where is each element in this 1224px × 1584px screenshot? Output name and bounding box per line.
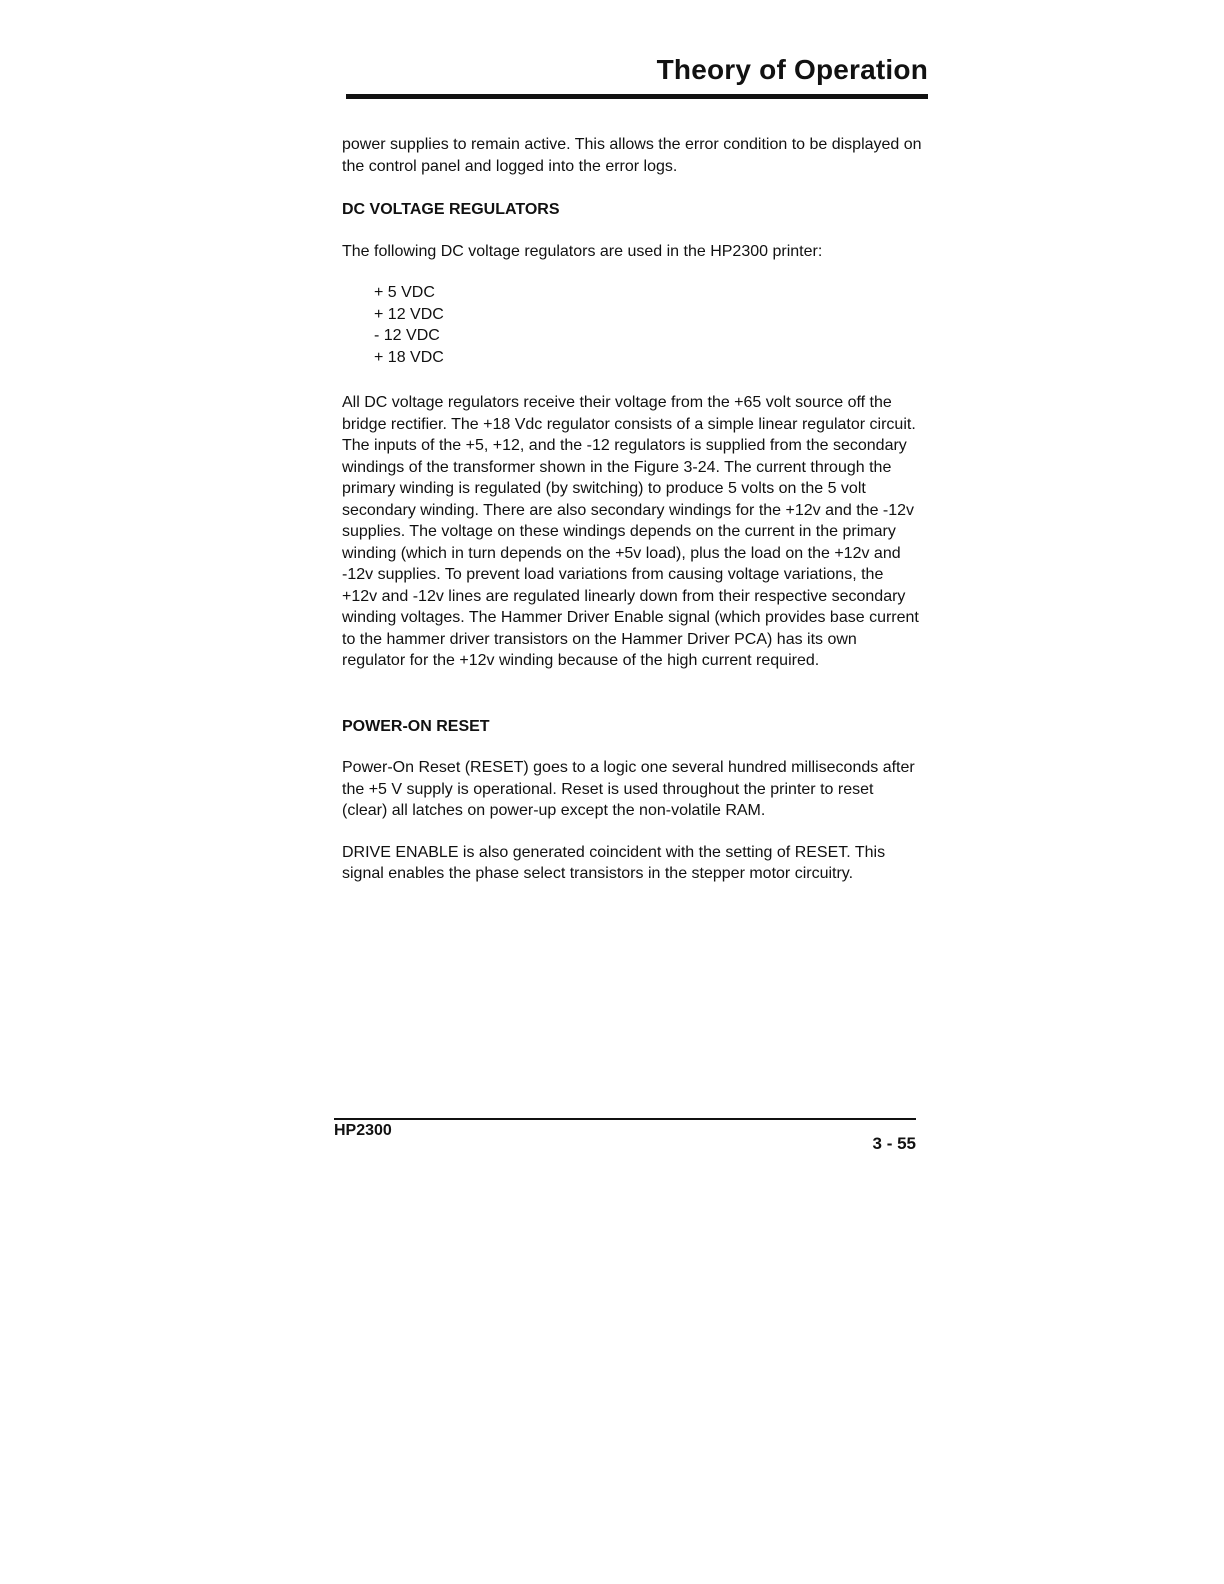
page-header — [346, 52, 928, 99]
header-rule — [346, 94, 928, 99]
page-number: 3 - 55 — [872, 1134, 916, 1153]
voltage-item: + 5 VDC — [374, 284, 435, 301]
power-on-reset-paragraph: Power-On Reset (RESET) goes to a logic one several hundred milliseconds after the +5 V supply is operational. Reset is used throughout the printer to reset (clear) all latches on power-up except the non-volatile RAM. — [342, 759, 915, 819]
page-footer — [334, 1118, 916, 1160]
voltage-item: - 12 VDC — [374, 327, 440, 344]
voltage-item: + 12 VDC — [374, 305, 444, 323]
voltage-item: + 18 VDC — [374, 348, 444, 366]
page-content — [342, 134, 922, 885]
voltage-list — [374, 282, 922, 368]
drive-enable-paragraph: DRIVE ENABLE is also generated coincident with the setting of RESET. This signal enables the phase select transistors in the stepper motor circuitry. — [342, 843, 886, 882]
page-title: Theory of Operation — [656, 54, 928, 85]
dc-regulators-lead: The following DC voltage regulators are used in the HP2300 printer: — [342, 242, 823, 260]
footer-product: HP2300 — [334, 1122, 392, 1139]
power-on-reset-heading: POWER-ON RESET — [342, 717, 490, 735]
dc-regulators-heading: DC VOLTAGE REGULATORS — [342, 201, 560, 218]
dc-regulators-body: All DC voltage regulators receive their voltage from the +65 volt source off the bridge rectifier. The +18 Vdc regulator consists of a simple linear regulator circuit. The inputs of the +5, +12, and the -12 regulators is supplied from the secondary windings of the transformer shown in the Figure 3-24. The current through the primary winding is regulated (by switching) to produce 5 volts on the 5 volt secondary winding. There are also secondary windings for the +12v and the -12v supplies. The voltage on these windings depends on the current in the primary winding (which in turn depends on the +5v load), plus the load on the +12v and -12v supplies. To prevent load variations from causing voltage variations, the +12v and -12v lines are regulated linearly down from their respective secondary winding voltages. The Hammer Driver Enable signal (which provides base current to the hammer driver transistors on the Hammer Driver PCA) has its own regulator for the +12v winding because of the high current required. — [342, 394, 919, 669]
intro-paragraph: power supplies to remain active. This allows the error condition to be displayed on the control panel and logged into the error logs. — [342, 136, 922, 175]
